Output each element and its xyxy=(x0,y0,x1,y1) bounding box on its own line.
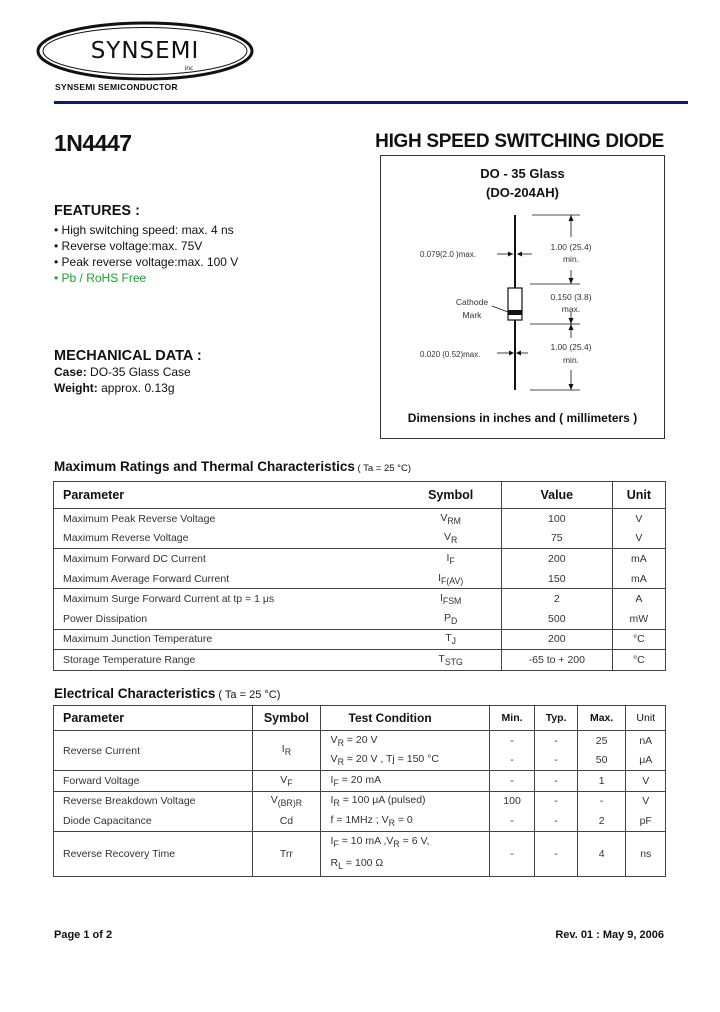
cell-typ: - xyxy=(535,791,577,811)
cell-value: 200 xyxy=(501,629,612,650)
col-typ: Typ. xyxy=(535,706,577,731)
cond-rest: = 6 V, xyxy=(399,835,430,848)
cell-unit: mA xyxy=(612,569,665,589)
cell-test-condition xyxy=(320,731,489,751)
weight-label: Weight: xyxy=(54,381,98,395)
symbol-sub: D xyxy=(450,615,458,626)
cell-value: 500 xyxy=(501,609,612,629)
cathode-label: Cathode xyxy=(455,297,489,307)
symbol-main: T xyxy=(438,652,445,665)
dim-wire-diameter: 0.020 (0.52)max. xyxy=(420,350,481,359)
package-subtitle: (DO-204AH) xyxy=(486,185,559,200)
cell-unit: μA xyxy=(626,751,666,771)
cell-max: 25 xyxy=(577,731,626,751)
table-row xyxy=(54,791,666,811)
cell-value: -65 to + 200 xyxy=(501,650,612,671)
part-number: 1N4447 xyxy=(54,130,132,156)
col-min: Min. xyxy=(489,706,535,731)
weight-value: approx. 0.13g xyxy=(97,381,175,395)
table-header-row xyxy=(54,706,666,731)
cell-unit: V xyxy=(612,509,665,529)
dim-bottom-lead-length: 1.00 (25.4) xyxy=(550,342,592,352)
cell-typ: - xyxy=(535,731,577,751)
cell-unit: mA xyxy=(612,549,665,569)
symbol-main: I xyxy=(446,551,450,564)
symbol-sub: R xyxy=(284,747,292,758)
cell-symbol: Trr xyxy=(253,831,320,876)
cell-max: - xyxy=(577,791,626,811)
cell-parameter: Forward Voltage xyxy=(54,771,253,792)
logo-wordmark: SYNSEMI xyxy=(90,38,200,64)
ratings-table xyxy=(53,481,666,671)
col-unit: Unit xyxy=(626,706,666,731)
mechanical-case xyxy=(54,365,191,379)
cond-rest: = 0 xyxy=(394,813,413,826)
dim-body-length: 0.150 (3.8) xyxy=(550,292,592,302)
cell-unit: ns xyxy=(626,831,666,876)
symbol-main: P xyxy=(443,611,451,624)
electrical-heading xyxy=(54,686,280,701)
cond-rest: = 20 V , Tj = 150 °C xyxy=(343,753,439,766)
cell-unit: nA xyxy=(626,731,666,751)
table-header-row xyxy=(54,482,666,509)
cell-min: 100 xyxy=(489,791,535,811)
features-heading: FEATURES : xyxy=(54,203,140,219)
cell-parameter: Storage Temperature Range xyxy=(54,650,401,671)
cell-max: 4 xyxy=(577,831,626,876)
document-title: HIGH SPEED SWITCHING DIODE xyxy=(375,131,664,152)
table-row xyxy=(54,771,666,792)
package-title: DO - 35 Glass xyxy=(480,166,565,181)
cell-symbol xyxy=(253,731,320,771)
table-row xyxy=(54,569,666,589)
cond-main: R xyxy=(330,856,339,869)
symbol-main: V xyxy=(280,773,288,786)
case-label: Case: xyxy=(54,365,87,379)
header-divider xyxy=(54,101,688,104)
cell-parameter: Maximum Peak Reverse Voltage xyxy=(54,509,401,529)
cond-main: I xyxy=(330,794,334,807)
col-value: Value xyxy=(501,482,612,509)
cell-max: 2 xyxy=(577,811,626,831)
col-symbol: Symbol xyxy=(253,706,320,731)
cell-min: - xyxy=(489,771,535,792)
cond-rest: = 20 mA xyxy=(338,773,382,786)
cell-symbol xyxy=(400,589,501,609)
cond-rest: = 20 V xyxy=(343,733,378,746)
cond-sub: R xyxy=(337,757,344,768)
cond-rest: = 100 μA (pulsed) xyxy=(339,794,426,807)
table-row xyxy=(54,731,666,751)
logo-inc: inc xyxy=(184,65,194,72)
col-max: Max. xyxy=(577,706,626,731)
feature-item-rohs: • Pb / RoHS Free xyxy=(54,271,147,285)
cell-typ: - xyxy=(535,751,577,771)
col-parameter: Parameter xyxy=(63,711,125,725)
cell-parameter: Maximum Surge Forward Current at tp = 1 μs xyxy=(54,589,401,609)
mechanical-weight xyxy=(54,381,175,395)
cell-unit: V xyxy=(626,771,666,792)
table-row xyxy=(54,529,666,549)
cell-symbol xyxy=(400,549,501,569)
col-unit: Unit xyxy=(612,482,665,509)
cell-symbol xyxy=(400,509,501,529)
package-drawing xyxy=(380,200,665,410)
cell-min: - xyxy=(489,751,535,771)
cell-parameter: Power Dissipation xyxy=(63,612,148,625)
dim-top-lead-length: 1.00 (25.4) xyxy=(550,242,592,252)
cell-unit: °C xyxy=(612,629,665,650)
cell-test-condition xyxy=(320,831,489,876)
col-symbol: Symbol xyxy=(428,488,474,502)
cond-sub: F xyxy=(333,839,339,850)
table-row xyxy=(54,589,666,609)
cell-value: 2 xyxy=(501,589,612,609)
package-caption: Dimensions in inches and ( millimeters ) xyxy=(407,411,638,425)
cell-parameter: Maximum Junction Temperature xyxy=(54,629,401,650)
cell-max: 50 xyxy=(577,751,626,771)
table-row xyxy=(54,629,666,650)
feature-item: • Reverse voltage:max. 75V xyxy=(54,239,203,253)
cell-symbol xyxy=(253,771,320,792)
symbol-sub: J xyxy=(451,636,457,647)
cell-value: 100 xyxy=(501,509,612,529)
cell-value: 200 xyxy=(501,549,612,569)
cell-typ: - xyxy=(535,811,577,831)
symbol-sub: STG xyxy=(444,657,463,667)
features-list xyxy=(54,222,238,286)
cell-parameter: Maximum Average Forward Current xyxy=(63,572,230,585)
cell-parameter: Maximum Forward DC Current xyxy=(54,549,401,569)
cell-test-condition xyxy=(320,791,489,811)
ratings-title: Maximum Ratings and Thermal Characteristics xyxy=(54,459,355,474)
cell-test-condition xyxy=(320,771,489,792)
cond-sub: R xyxy=(337,737,344,748)
cell-symbol xyxy=(400,569,501,589)
diode-body xyxy=(508,288,522,320)
dim-body-max: max. xyxy=(561,304,581,314)
table-row xyxy=(54,549,666,569)
cell-min: - xyxy=(489,831,535,876)
cond-sub: L xyxy=(338,860,344,871)
cell-unit: V xyxy=(612,529,665,549)
dim-lead-diameter: 0.079(2.0 )max. xyxy=(420,250,477,259)
company-name: SYNSEMI SEMICONDUCTOR xyxy=(55,82,178,92)
cond-line-1 xyxy=(331,832,489,853)
cell-max: 1 xyxy=(577,771,626,792)
feature-item: • Peak reverse voltage:max. 100 V xyxy=(54,255,239,269)
revision-date: Rev. 01 : May 9, 2006 xyxy=(555,929,664,941)
cell-typ: - xyxy=(535,831,577,876)
cell-typ: - xyxy=(535,771,577,792)
symbol-sub: FSM xyxy=(442,596,462,607)
table-row xyxy=(54,811,666,831)
cell-value: 75 xyxy=(501,529,612,549)
page-number: Page 1 of 2 xyxy=(54,929,113,941)
cond-sub: R xyxy=(388,817,395,828)
symbol-main: V xyxy=(440,511,448,524)
cell-value: 150 xyxy=(501,569,612,589)
case-value: DO-35 Glass Case xyxy=(86,365,191,379)
ratings-heading xyxy=(54,459,411,474)
symbol-main: I xyxy=(438,571,441,584)
symbol-main: V xyxy=(270,794,278,807)
cond-sub: F xyxy=(333,777,339,788)
symbol-sub: R xyxy=(450,535,458,546)
cell-symbol xyxy=(400,609,501,629)
table-row xyxy=(54,831,666,876)
cell-min: - xyxy=(489,731,535,751)
cathode-mark-label: Mark xyxy=(462,310,482,320)
cell-unit: A xyxy=(612,589,665,609)
symbol-sub: F xyxy=(449,556,455,567)
table-row xyxy=(54,609,666,629)
cond-line-2 xyxy=(331,854,489,875)
electrical-condition: ( Ta = 25 °C) xyxy=(215,689,281,701)
cell-parameter: Maximum Reverse Voltage xyxy=(63,532,189,545)
symbol-sub: F xyxy=(287,777,293,788)
cathode-band xyxy=(508,310,522,315)
cond-sub: R xyxy=(393,839,400,850)
cell-min: - xyxy=(489,811,535,831)
cell-unit: °C xyxy=(612,650,665,671)
cell-symbol xyxy=(400,629,501,650)
table-row xyxy=(54,650,666,671)
symbol-sub: RM xyxy=(447,515,461,526)
cell-symbol xyxy=(400,529,501,549)
col-test-condition: Test Condition xyxy=(320,706,489,731)
cell-unit: pF xyxy=(626,811,666,831)
symbol-main: I xyxy=(439,592,443,605)
cell-symbol xyxy=(253,791,320,811)
electrical-table xyxy=(53,705,666,877)
cond-main: V xyxy=(330,733,338,746)
col-parameter: Parameter xyxy=(63,488,125,502)
cell-parameter: Reverse Recovery Time xyxy=(54,831,253,876)
electrical-title: Electrical Characteristics xyxy=(54,686,216,701)
cell-parameter: Reverse Current xyxy=(54,731,253,771)
feature-item: • High switching speed: max. 4 ns xyxy=(54,223,234,237)
mechanical-heading: MECHANICAL DATA : xyxy=(54,348,202,364)
cell-parameter: Reverse Breakdown Voltage xyxy=(54,791,253,811)
cond-main: I xyxy=(330,835,334,848)
cond-rest: = 10 mA ,V xyxy=(338,835,394,848)
cond-main: I xyxy=(330,773,334,786)
cond-rest: = 100 Ω xyxy=(343,856,384,869)
dim-bottom-lead-min: min. xyxy=(562,355,580,365)
table-row xyxy=(54,509,666,529)
symbol-sub: (BR)R xyxy=(277,798,303,809)
dim-top-lead-min: min. xyxy=(562,254,580,264)
cond-sub: R xyxy=(333,798,340,809)
symbol-main: V xyxy=(443,531,451,544)
cell-symbol: Cd xyxy=(253,811,320,831)
symbol-main: T xyxy=(445,632,452,645)
cell-parameter: Diode Capacitance xyxy=(63,814,152,827)
cell-unit: mW xyxy=(612,609,665,629)
symbol-main: I xyxy=(281,743,285,756)
symbol-sub: F(AV) xyxy=(441,575,464,586)
cell-unit: V xyxy=(626,791,666,811)
cell-test-condition xyxy=(320,751,489,771)
cell-symbol xyxy=(400,650,501,671)
cond-main: f = 1MHz ; V xyxy=(330,813,389,826)
ratings-condition: ( Ta = 25 °C) xyxy=(354,463,412,474)
cell-test-condition xyxy=(320,811,489,831)
cond-main: V xyxy=(330,753,338,766)
company-logo xyxy=(35,20,255,82)
